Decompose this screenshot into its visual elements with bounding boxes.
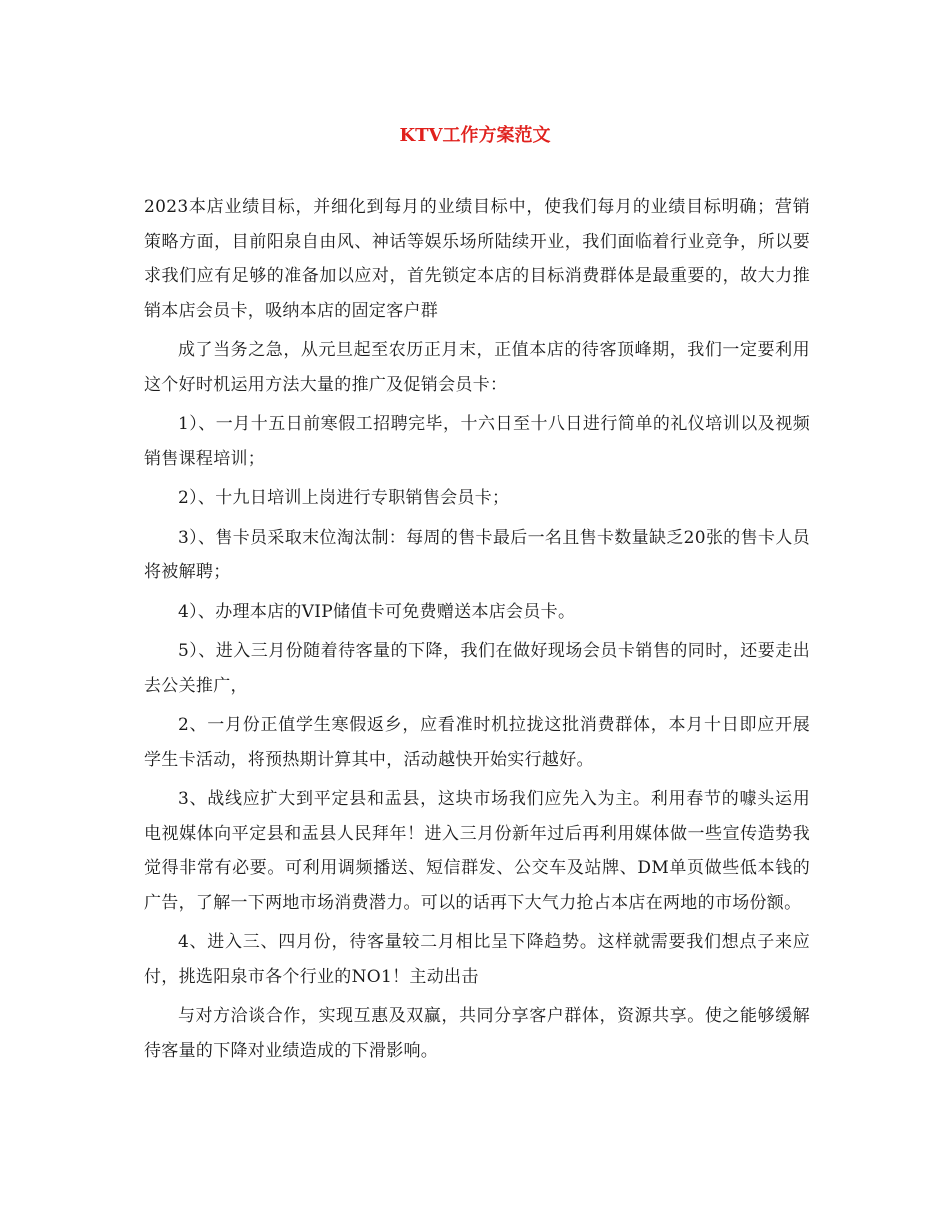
paragraph-11: 与对方洽谈合作，实现互惠及双赢，共同分享客户群体，资源共享。使之能够缓解待客量的下降对业绩造成的下滑影响。: [144, 1006, 810, 1061]
document-body: [144, 190, 810, 1073]
paragraph-9: 3、战线应扩大到平定县和盂县，这块市场我们应先入为主。利用春节的噱头运用电视媒体向平定县和盂县人民拜年！进入三月份新年过后再利用媒体做一些宣传造势我觉得非常有必要。可利用调频播送、短信群发、公交车及站牌、DM单页做些低本钱的广告，了解一下两地市场消费潜力。可以的话再下大气力抢占本店在两地的市场份额。: [144, 789, 810, 913]
paragraph-4: 2）、十九日培训上岗进行专职销售会员卡；: [178, 488, 510, 508]
paragraph-5: 3）、售卡员采取末位淘汰制：每周的售卡最后一名且售卡数量缺乏20张的售卡人员将被解聘；: [144, 527, 810, 582]
document-title: KTV工作方案范文: [399, 125, 551, 146]
paragraph-8: 2、一月份正值学生寒假返乡，应看准时机拉拢这批消费群体，本月十日即应开展学生卡活动，将预热期计算其中，活动越快开始实行越好。: [144, 715, 810, 770]
paragraph-1: 2023本店业绩目标，并细化到每月的业绩目标中，使我们每月的业绩目标明确；营销策略方面，目前阳泉自由风、神话等娱乐场所陆续开业，我们面临着行业竞争，所以要求我们应有足够的准备加以应对，首先锁定本店的目标消费群体是最重要的，故大力推销本店会员卡，吸纳本店的固定客户群: [144, 197, 810, 321]
paragraph-2: 成了当务之急，从元旦起至农历正月末，正值本店的待客顶峰期，我们一定要利用这个好时机运用方法大量的推广及促销会员卡：: [144, 340, 810, 395]
paragraph-10: 4、进入三、四月份，待客量较二月相比呈下降趋势。这样就需要我们想点子来应付，挑选阳泉市各个行业的NO1！主动出击: [144, 932, 810, 987]
paragraph-7: 5）、进入三月份随着待客量的下降，我们在做好现场会员卡销售的同时，还要走出去公关推广，: [144, 641, 810, 696]
paragraph-6: 4）、办理本店的VIP储值卡可免费赠送本店会员卡。: [178, 601, 576, 622]
paragraph-3: 1）、一月十五日前寒假工招聘完毕，十六日至十八日进行简单的礼仪培训以及视频销售课程培训；: [144, 414, 810, 469]
